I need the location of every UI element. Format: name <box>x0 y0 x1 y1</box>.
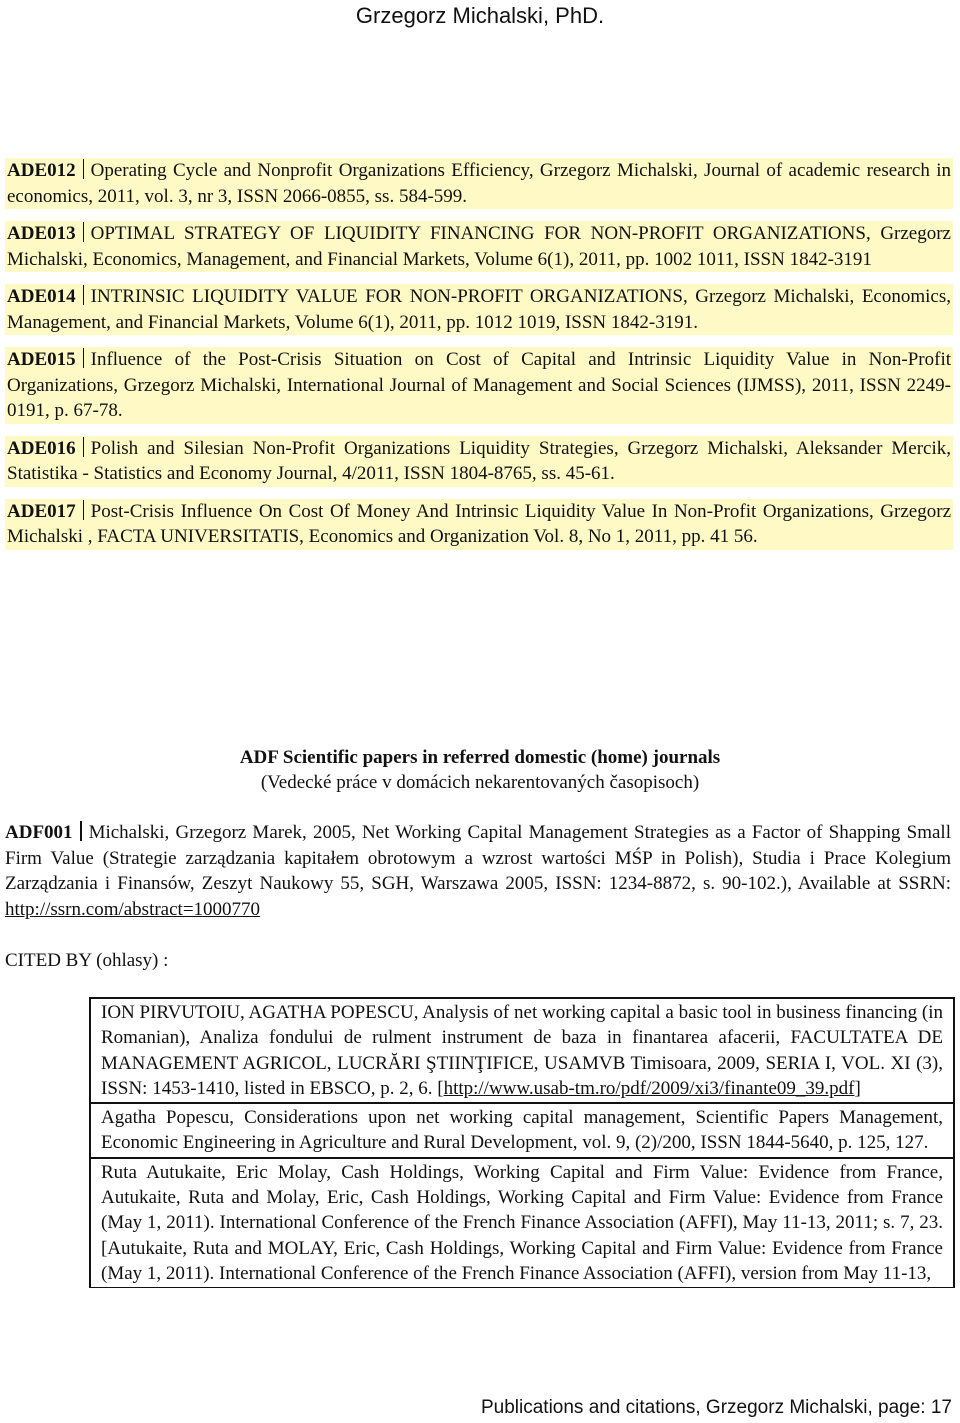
citation-row <box>91 1103 953 1158</box>
cited-by-label: CITED BY (ohlasy) : <box>5 950 169 971</box>
entry-code: ADE013 <box>7 223 76 244</box>
citation-row <box>91 1158 953 1288</box>
citation-text: Agatha Popescu, Considerations upon net working capital management, Scientific Papers Management, Economic Engineering in Agriculture and Rural Development, vol. 9, (2)/200, ISSN 1844-5640, p. 125, 127. <box>101 1107 943 1154</box>
separator <box>80 821 82 841</box>
entry-text: Operating Cycle and Nonprofit Organizations Efficiency, Grzegorz Michalski, Journal of academic research in economics, 2011, vol. 3, nr 3, ISSN 2066-0855, ss. 584-599. <box>7 160 951 207</box>
page-header: Grzegorz Michalski, PhD. <box>355 3 605 28</box>
entry-ade013 <box>5 221 953 272</box>
entry-code: ADE016 <box>7 437 76 459</box>
entry-ade012 <box>5 158 953 209</box>
page-footer: Publications and citations, Grzegorz Michalski, page: 17 <box>480 1397 952 1418</box>
entry-code: ADF001 <box>5 822 73 843</box>
entry-ade015 <box>5 347 953 424</box>
entry-code: ADE017 <box>7 500 76 522</box>
citation-row <box>91 999 953 1103</box>
separator <box>83 437 84 457</box>
entry-adf001 <box>5 820 951 922</box>
separator <box>83 222 84 242</box>
ssrn-link[interactable]: http://ssrn.com/abstract=1000770 <box>5 898 261 920</box>
entry-text: Post-Crisis Influence On Cost Of Money And Intrinsic Liquidity Value In Non-Profit Organizations, Grzegorz Michalski , FACTA UNIVERSITATIS, Economics and Organization Vol. 8, No 1, 2011, pp. 41 56. <box>7 500 951 547</box>
entry-ade014 <box>5 284 953 335</box>
separator <box>83 500 84 520</box>
citation-suffix: ] <box>854 1077 861 1099</box>
entry-text: Polish and Silesian Non-Profit Organizations Liquidity Strategies, Grzegorz Michalski, Aleksander Mercik, Statistika - Statistics and Economy Journal, 4/2011, ISSN 1804-8765, ss. 45-61. <box>7 437 951 484</box>
entry-text: Michalski, Grzegorz Marek, 2005, Net Working Capital Management Strategies as a Factor of Shapping Small Firm Value (Strategie zarządzania kapitałem obrotowym a wzrost wartości MŚP in Polish), Studia i Prace Kolegium Zarządzania i Finansów, Zeszyt Naukowy 55, SGH, Warszawa 2005, ISSN: 1234-8872, s. 90-102.), Available at SSRN: <box>5 822 951 894</box>
entry-text: OPTIMAL STRATEGY OF LIQUIDITY FINANCING FOR NON-PROFIT ORGANIZATIONS, Grzegorz Michalski, Economics, Management, and Financial Markets, Volume 6(1), 2011, pp. 1002 1011, ISSN 1842-3191 <box>7 223 951 270</box>
entry-code: ADE014 <box>7 286 76 307</box>
entry-text: Influence of the Post-Crisis Situation on Cost of Capital and Intrinsic Liquidity Value in Non-Profit Organizations, Grzegorz Michalski, International Journal of Management and Social Sciences (IJMSS), 2011, ISSN 2249-0191, p. 67-78. <box>7 349 951 421</box>
entry-code: ADE012 <box>7 160 76 181</box>
separator <box>83 285 84 305</box>
entry-text: INTRINSIC LIQUIDITY VALUE FOR NON-PROFIT ORGANIZATIONS, Grzegorz Michalski, Economics, Management, and Financial Markets, Volume 6(1), 2011, pp. 1012 1019, ISSN 1842-3191. <box>7 286 951 333</box>
section-title: ADF Scientific papers in referred domestic (home) journals <box>239 747 721 768</box>
citations-table <box>89 997 955 1288</box>
citation-text: Ruta Autukaite, Eric Molay, Cash Holdings, Working Capital and Firm Value: Evidence from France, Autukaite, Ruta and Molay, Eric, Cash Holdings, Working Capital and Firm Value: Evidence from France (May 1, 2011). International Conference of the French Finance Association (AFFI), May 11-13, 2011; s. 7, 23. [Autukaite, Ruta and MOLAY, Eric, Cash Holdings, Working Capital and Firm Value: Evidence from France (May 1, 2011). International Conference of the French Finance Association (AFFI), version from May 11-13, <box>101 1161 943 1284</box>
entry-code: ADE015 <box>7 349 76 370</box>
ade-entries <box>5 158 953 562</box>
separator <box>83 159 84 179</box>
section-subtitle: (Vedecké práce v domácich nekarentovaných časopisoch) <box>260 772 700 793</box>
separator <box>83 348 84 368</box>
citation-text: ION PIRVUTOIU, AGATHA POPESCU, Analysis of net working capital a basic tool in business financing (in Romanian), Analiza fondului de rulment instrument de baza in finantarea afacerii, FACULTATEA DE MANAGEMENT AGRICOL, LUCRĂRI ŞTIINŢIFICE, USAMVB Timisoara, 2009, SERIA I, VOL. XI (3), ISSN: 1453-1410, listed in EBSCO, p. 2, 6. [ <box>101 1002 943 1099</box>
entry-ade016 <box>5 436 953 487</box>
section-heading <box>0 745 960 795</box>
entry-ade017 <box>5 499 953 550</box>
citation-link[interactable]: http://www.usab-tm.ro/pdf/2009/xi3/finante09_39.pdf <box>443 1077 855 1099</box>
